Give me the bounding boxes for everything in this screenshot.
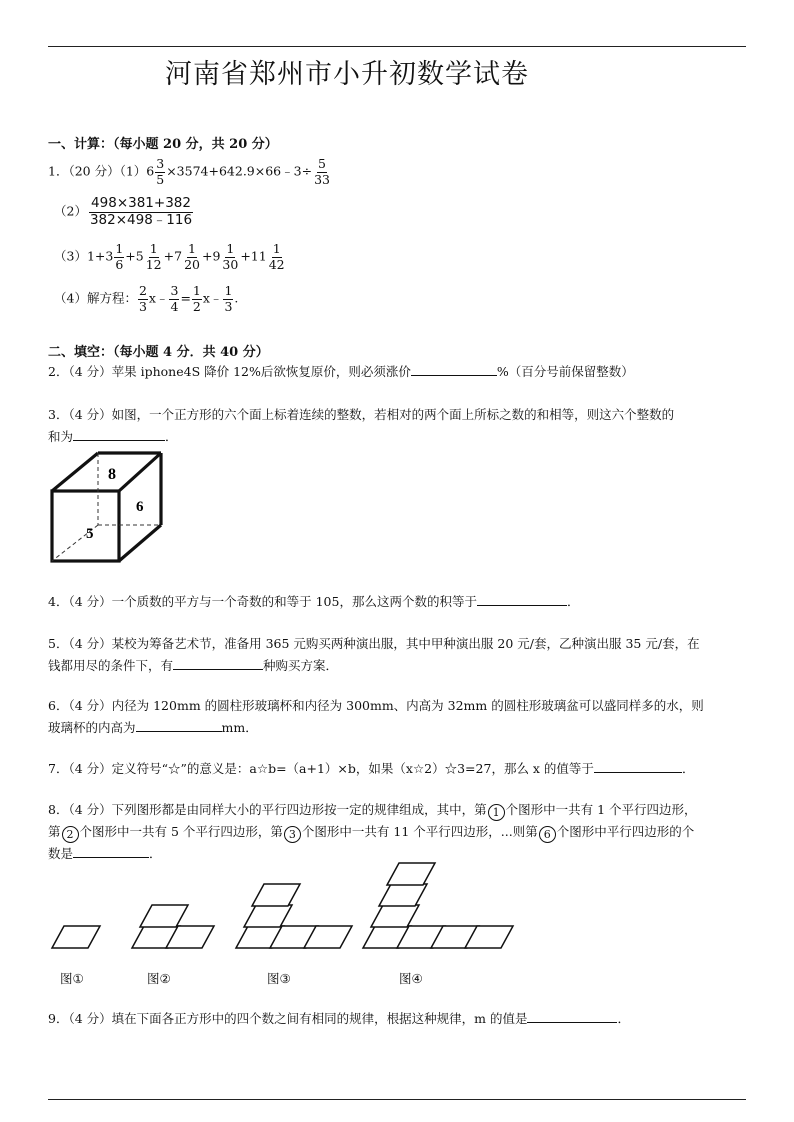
figure-2-caption: 图② [147, 971, 171, 986]
answer-blank[interactable] [73, 428, 165, 441]
q1-4-frac: $\frac{1}{2}$ [192, 283, 201, 314]
q5-line-2: 钱都用尽的条件下，有 种购买方案． [48, 658, 339, 673]
figure-3-shapes [236, 884, 352, 948]
answer-blank[interactable] [411, 363, 497, 376]
q1-3-label: （3） [54, 248, 87, 264]
parallelogram [52, 926, 100, 948]
answer-blank[interactable] [136, 719, 222, 732]
figure-4-caption: 图④ [399, 971, 423, 986]
answer-blank[interactable] [477, 593, 567, 606]
parallelogram [252, 884, 300, 906]
q1-middle: ×3574+642.9×66﹣3÷ [166, 163, 313, 179]
q1-4-term: x﹣ [202, 290, 223, 306]
parallelogram [379, 884, 427, 906]
question-5 [48, 633, 700, 677]
circled-number: 2 [62, 826, 79, 843]
q9-tail: ． [617, 1011, 630, 1026]
figure-1-caption: 图① [60, 971, 84, 986]
q1-4-term: = [180, 290, 191, 306]
circled-number: 3 [284, 826, 301, 843]
page-title: 河南省郑州市小升初数学试卷 [165, 59, 529, 90]
cube-edge [119, 525, 161, 561]
question-3 [48, 404, 674, 448]
parallelogram [244, 905, 292, 927]
parallelogram [371, 905, 419, 927]
question-9 [48, 1010, 630, 1027]
question-6 [48, 695, 704, 739]
question-4 [48, 593, 579, 610]
circled-number: 1 [488, 804, 505, 821]
q1-fraction-b: $\frac{5}{33}$ [314, 156, 330, 187]
q1-3-term: +9 [201, 248, 221, 264]
q1-4-term: x﹣ [148, 290, 169, 306]
q1-2-fraction: $\frac{498\times 381+382}{382\times 498﹣116}$ [89, 195, 193, 228]
q1-3-frac: $\frac{1}{12}$ [145, 241, 162, 272]
figure-2-shapes [132, 905, 214, 948]
question-2 [48, 363, 634, 380]
question-1-1 [48, 158, 332, 186]
answer-blank[interactable] [527, 1010, 617, 1023]
parallelogram-figures [48, 855, 518, 955]
q1-4-frac: $\frac{3}{4}$ [170, 283, 179, 314]
circled-number: 6 [539, 826, 556, 843]
q1-prefix: 1．（20 分）（1） [48, 163, 147, 179]
q1-3-frac: $\frac{1}{30}$ [222, 241, 239, 272]
q1-2-label: （2） [54, 203, 87, 219]
question-7 [48, 760, 694, 777]
figure-4-shapes [363, 863, 513, 948]
answer-blank[interactable] [173, 657, 263, 670]
answer-blank[interactable] [594, 760, 682, 773]
section-1-heading: 一、计算：（每小题 20 分，共 20 分） [48, 137, 278, 152]
q1-3-term: +5 [125, 248, 144, 264]
q2-text: 2．（4 分）苹果 iphone4S 降价 12%后欲恢复原价，则必须涨价 [48, 364, 411, 379]
figure-3-caption: 图③ [267, 971, 291, 986]
q1-4-label: （4）解方程： [54, 290, 137, 306]
q1-3-frac: $\frac{1}{20}$ [184, 241, 200, 272]
q8-line-1: 8．（4 分）下列图形都是由同样大小的平行四边形按一定的规律组成，其中，第 1 个图形中一共有 1 个平行四边形， [48, 802, 697, 819]
cube-edge [119, 453, 161, 491]
q9-text: 9．（4 分）填在下面各正方形中的四个数之间有相同的规律，根据这种规律，m 的值是 [48, 1011, 528, 1026]
q3-line-2: 和为 ． [48, 429, 178, 444]
q1-4-term: . [234, 290, 239, 306]
q1-3-term: +11 [240, 248, 267, 264]
q4-text: 4．（4 分）一个质数的平方与一个奇数的和等于 105，那么这两个数的积等于 [48, 594, 477, 609]
q2-tail: %（百分号前保留整数） [496, 364, 634, 379]
q3-line-1: 3．（4 分）如图，一个正方形的六个面上标着连续的整数，若相对的两个面上所标之数的和相等，则这六个整数的 [48, 407, 675, 422]
q6-line-1: 6．（4 分）内径为 120mm 的圆柱形玻璃杯和内径为 300mm、内高为 32mm 的圆柱形玻璃盆可以盛同样多的水，则 [48, 698, 704, 713]
figure-1-shapes [52, 926, 100, 948]
question-1-2 [54, 197, 195, 227]
cube-edge [52, 453, 98, 491]
q1-3-frac: $\frac{1}{6}$ [115, 241, 124, 272]
q8-line-3: 数是 ． [48, 846, 162, 861]
top-rule [48, 46, 746, 47]
cube-label-right: 6 [136, 499, 144, 515]
bottom-rule [48, 1099, 746, 1100]
cube-figure [48, 450, 168, 566]
q4-tail: ． [566, 594, 580, 609]
q1-3-term: 1+3 [86, 248, 114, 264]
parallelogram [387, 863, 435, 885]
q5-line-1: 5．（4 分）某校为筹备艺术节，准备用 365 元购买两种演出服，其中甲种演出服 20 元/套，乙种演出服 35 元/套，在 [48, 636, 700, 651]
q6-line-2: 玻璃杯的内高为 mm． [48, 720, 258, 735]
q1-3-term: +7 [163, 248, 183, 264]
q8-line-2: 第 2 个图形中一共有 5 个平行四边形，第 3 个图形中一共有 11 个平行四边形，...则第 6 个图形中平行四边形的个 [48, 824, 695, 841]
cube-label-top: 8 [108, 466, 116, 483]
q1-3-frac: $\frac{1}{42}$ [268, 241, 285, 272]
q1-4-frac: $\frac{1}{3}$ [224, 283, 233, 314]
q1-4-frac: $\frac{2}{3}$ [138, 283, 147, 314]
q7-text: 7．（4 分）定义符号“☆”的意义是：a☆b=（a+1）×b，如果（x☆2）☆3=27，那么 x 的值等于 [48, 761, 594, 776]
q1-fraction-a: $\frac{3}{5}$ [156, 156, 165, 187]
question-1-4 [54, 285, 238, 313]
section-2-heading: 二、填空：（每小题 4 分．共 40 分） [48, 345, 269, 360]
parallelogram [140, 905, 188, 927]
cube-label-front: 5 [86, 526, 94, 542]
question-1-3 [54, 243, 287, 271]
q7-tail: ． [681, 761, 695, 776]
q1-whole: 6 [146, 163, 155, 179]
